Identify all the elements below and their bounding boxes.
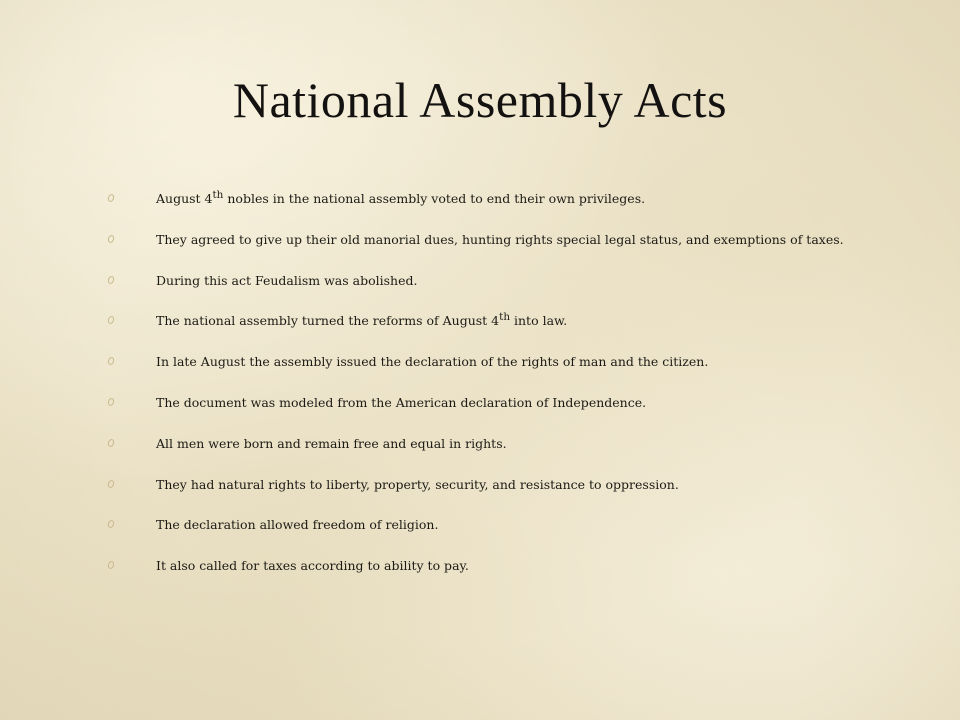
bullet-marker-icon [107,356,115,366]
bullet-marker-icon [107,234,115,244]
bullet-item [108,512,938,553]
bullet-text: They agreed to give up their old manorial dues, hunting rights special legal status, and exemptions of taxes. [156,231,844,247]
bullet-marker-icon [107,275,115,285]
bullet-item [108,472,938,513]
bullet-text: The document was modeled from the American declaration of Independence. [156,395,647,411]
bullet-marker-icon [107,193,115,203]
bullet-text: During this act Feudalism was abolished. [156,272,418,288]
bullet-item [108,553,938,594]
slide-title: National Assembly Acts [232,72,728,128]
bullet-text: The declaration allowed freedom of religion. [156,517,439,533]
bullet-list [108,186,938,594]
bullet-marker-icon [107,438,115,448]
bullet-text: The national assembly turned the reforms of August 4th into law. [156,311,568,329]
bullet-item [108,268,938,309]
bullet-text: They had natural rights to liberty, property, security, and resistance to oppression. [156,476,679,492]
bullet-text: In late August the assembly issued the declaration of the rights of man and the citizen. [156,354,709,370]
bullet-marker-icon [107,316,115,326]
bullet-item [108,308,938,349]
bullet-item [108,349,938,390]
bullet-text: August 4th nobles in the national assembly voted to end their own privileges. [156,189,646,207]
bullet-item [108,227,938,268]
bullet-marker-icon [107,560,115,570]
bullet-marker-icon [107,520,115,530]
bullet-item [108,186,938,227]
bullet-text: All men were born and remain free and equal in rights. [156,435,507,451]
bullet-marker-icon [107,397,115,407]
bullet-marker-icon [107,479,115,489]
bullet-item [108,390,938,431]
bullet-text: It also called for taxes according to ability to pay. [156,558,469,574]
bullet-item [108,431,938,472]
